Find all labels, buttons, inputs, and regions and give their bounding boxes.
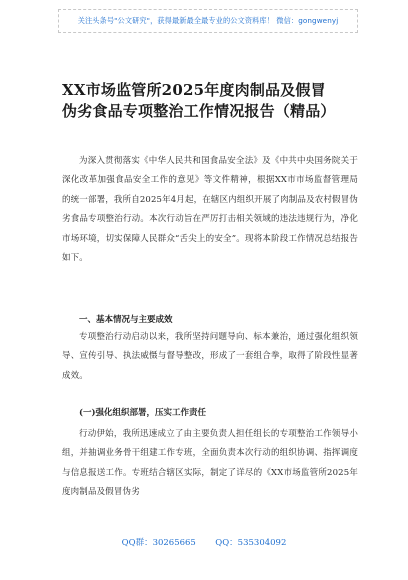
document-title	[62, 80, 358, 122]
subsection-heading: (一)强化组织部署，压实工作责任	[79, 408, 207, 418]
document-title-line1: XX市场监管所2025年度肉制品及假冒	[62, 81, 326, 99]
section-heading: 一、基本情况与主要成效	[79, 315, 173, 325]
footer-contact	[0, 536, 408, 548]
intro-paragraph: 为深入贯彻落实《中华人民共和国食品安全法》及《中共中央国务院关于深化改革加强食品安全工作的意见》等文件精神，根据XX市市场监督管理局的统一部署，我所自2025年4月起，在辖区内组织开展了肉制品及农村假冒伪劣食品专项整治行动。本次行动旨在严厉打击相关领域的违法违规行为，净化市场环境，切实保障人民群众“舌尖上的安全”。现将本阶段工作情况总结报告如下。	[62, 156, 358, 264]
document-title-line2: 伪劣食品专项整治工作情况报告（精品）	[62, 102, 336, 120]
footer-qq: QQ：535304092	[215, 538, 287, 548]
section-paragraph: 专项整治行动启动以来，我所坚持问题导向、标本兼治，通过强化组织领导、宣传引导、执法威慑与督导整改，形成了一套组合拳，取得了阶段性显著成效。	[62, 332, 358, 381]
header-banner-text: 关注头条号"公文研究"，获得最新最全最专业的公文资料库！ 微信：gongwenyj	[77, 16, 339, 25]
subsection-paragraph: 行动伊始，我所迅速成立了由主要负责人担任组长的专项整治工作领导小组，并抽调业务骨干组建工作专班，全面负责本次行动的组织协调、指挥调度与信息报送工作。专班结合辖区实际，制定了详尽的《XX市场监管所2025年度肉制品及假冒伪劣	[62, 429, 358, 498]
footer-qq-group: QQ群：30265665	[121, 538, 196, 548]
header-banner	[58, 9, 358, 33]
